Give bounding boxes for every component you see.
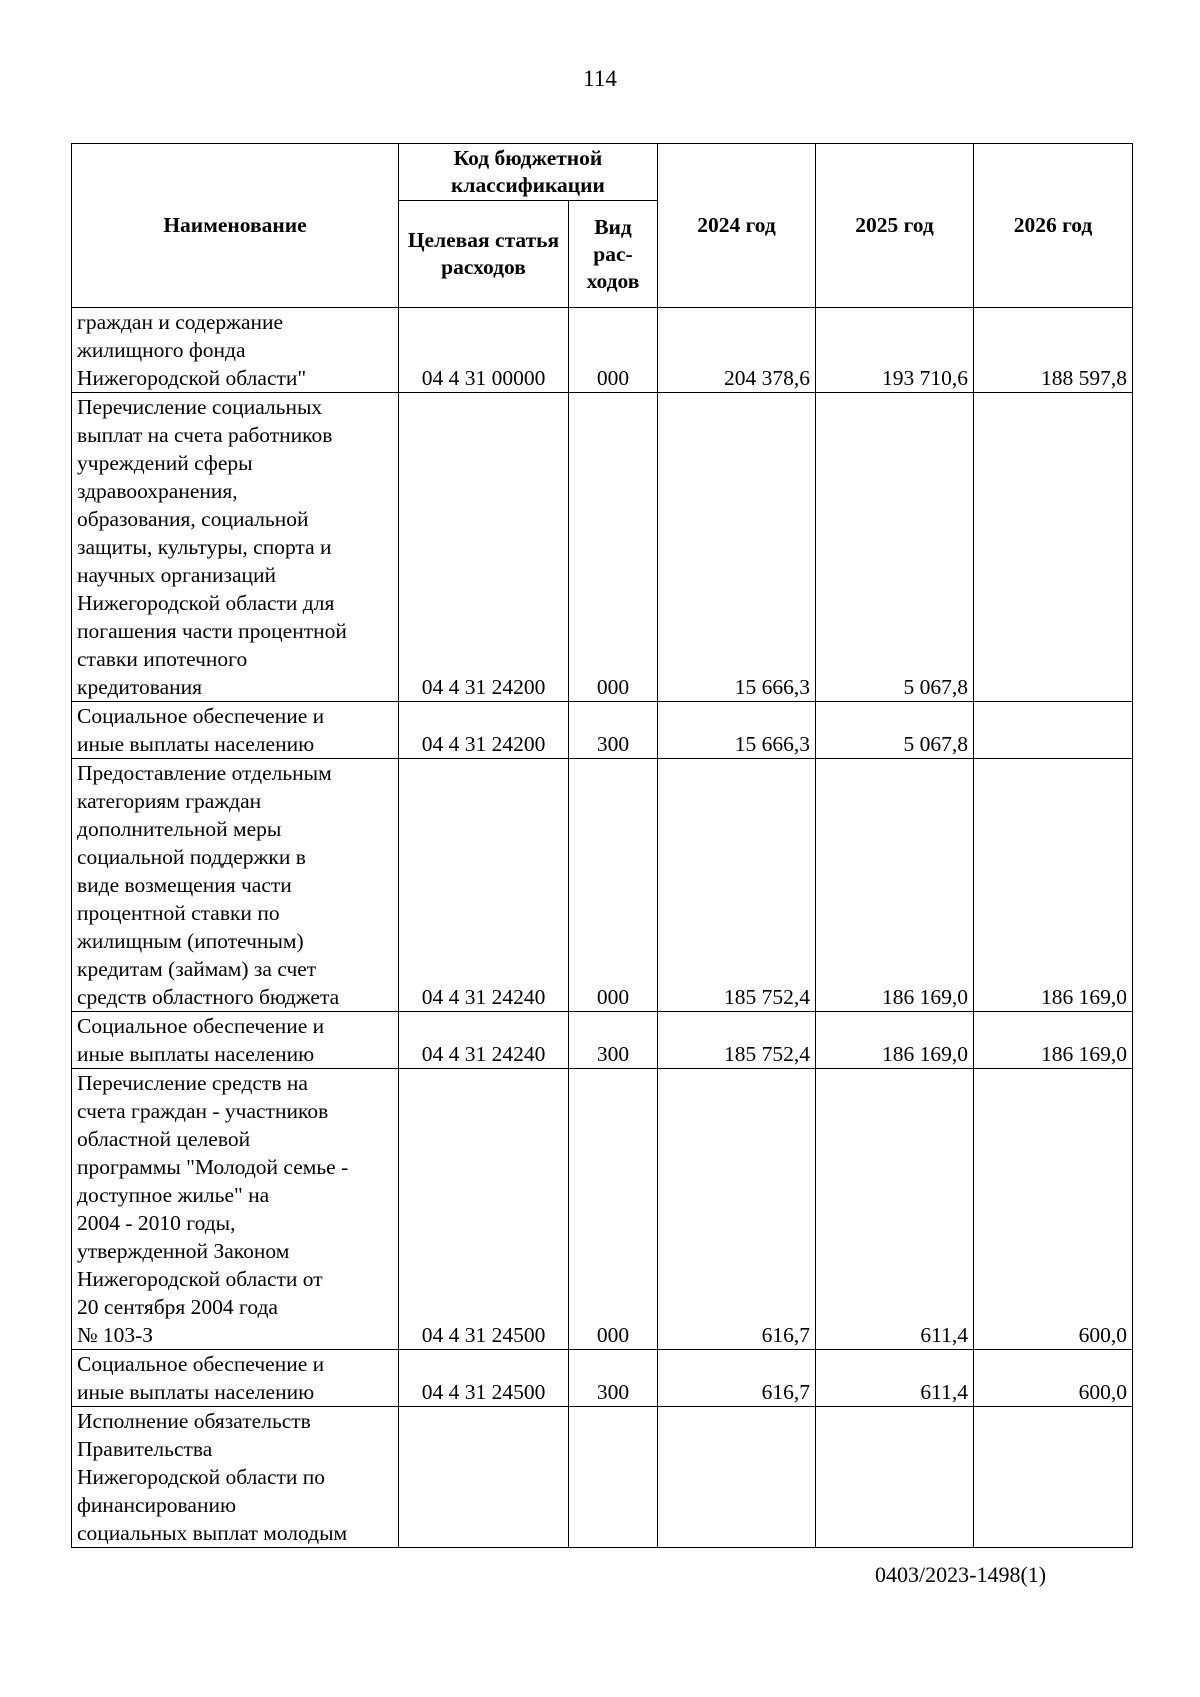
row-value-2024-cell: 204 378,6 — [658, 308, 816, 393]
row-value-2024-cell: 616,7 — [658, 1069, 816, 1350]
row-name-cell: Социальное обеспечение и иные выплаты населению — [72, 1350, 399, 1407]
row-value-2024-cell: 185 752,4 — [658, 1012, 816, 1069]
row-value-2026-cell: 600,0 — [974, 1069, 1133, 1350]
row-target-article-cell: 04 4 31 24240 — [399, 759, 569, 1012]
row-name-cell: Перечисление средств на счета граждан - участников областной целевой программы "Молодой семье - доступное жилье" на 2004 - 2010 годы, утвержденной Законом Нижегородской области от 20 сентября 2004 года № 103-З — [72, 1069, 399, 1350]
header-target-article: Целевая статья расходов — [399, 201, 569, 308]
table-row — [72, 1012, 1133, 1069]
row-value-2024-cell — [658, 1407, 816, 1548]
header-row-top — [72, 144, 1133, 201]
header-budget-code-group: Код бюджетной классификации — [399, 144, 658, 201]
row-target-article-cell: 04 4 31 00000 — [399, 308, 569, 393]
row-name-cell: граждан и содержание жилищного фонда Нижегородской области" — [72, 308, 399, 393]
row-expense-type-cell: 000 — [569, 759, 658, 1012]
row-value-2026-cell: 186 169,0 — [974, 759, 1133, 1012]
table-body — [72, 308, 1133, 1548]
row-name-cell: Социальное обеспечение и иные выплаты населению — [72, 702, 399, 759]
table-row — [72, 702, 1133, 759]
row-value-2026-cell — [974, 1407, 1133, 1548]
row-expense-type-cell — [569, 1407, 658, 1548]
table-row — [72, 308, 1133, 393]
row-value-2024-cell: 185 752,4 — [658, 759, 816, 1012]
row-value-2026-cell: 600,0 — [974, 1350, 1133, 1407]
row-expense-type-cell: 300 — [569, 1012, 658, 1069]
row-target-article-cell: 04 4 31 24200 — [399, 393, 569, 702]
row-expense-type-cell: 000 — [569, 308, 658, 393]
row-name-cell: Исполнение обязательств Правительства Нижегородской области по финансированию социальных выплат молодым — [72, 1407, 399, 1548]
row-expense-type-cell: 300 — [569, 1350, 658, 1407]
document-code: 0403/2023-1498(1) — [875, 1562, 1047, 1587]
header-year-2024: 2024 год — [658, 144, 816, 308]
row-target-article-cell — [399, 1407, 569, 1548]
header-name: Наименование — [72, 144, 399, 308]
row-value-2024-cell: 616,7 — [658, 1350, 816, 1407]
budget-table — [71, 143, 1133, 1548]
row-value-2024-cell: 15 666,3 — [658, 702, 816, 759]
row-value-2026-cell: 186 169,0 — [974, 1012, 1133, 1069]
row-value-2024-cell: 15 666,3 — [658, 393, 816, 702]
row-value-2026-cell — [974, 393, 1133, 702]
header-expense-type: Вид рас-ходов — [569, 201, 658, 308]
row-name-cell: Предоставление отдельным категориям граждан дополнительной меры социальной поддержки в виде возмещения части процентной ставки по жилищным (ипотечным) кредитам (займам) за счет средств областного бюджета — [72, 759, 399, 1012]
table-row — [72, 1069, 1133, 1350]
table-row — [72, 1407, 1133, 1548]
row-value-2025-cell: 5 067,8 — [816, 702, 974, 759]
row-value-2025-cell: 5 067,8 — [816, 393, 974, 702]
row-value-2026-cell — [974, 702, 1133, 759]
row-value-2025-cell: 611,4 — [816, 1069, 974, 1350]
row-value-2025-cell: 611,4 — [816, 1350, 974, 1407]
row-target-article-cell: 04 4 31 24200 — [399, 702, 569, 759]
page-number: 114 — [583, 66, 617, 91]
row-value-2025-cell: 186 169,0 — [816, 1012, 974, 1069]
row-target-article-cell: 04 4 31 24500 — [399, 1350, 569, 1407]
row-expense-type-cell: 000 — [569, 393, 658, 702]
table-row — [72, 393, 1133, 702]
row-expense-type-cell: 000 — [569, 1069, 658, 1350]
table-row — [72, 759, 1133, 1012]
row-expense-type-cell: 300 — [569, 702, 658, 759]
row-name-cell: Социальное обеспечение и иные выплаты населению — [72, 1012, 399, 1069]
header-year-2025: 2025 год — [816, 144, 974, 308]
table-row — [72, 1350, 1133, 1407]
row-value-2025-cell: 186 169,0 — [816, 759, 974, 1012]
row-value-2025-cell — [816, 1407, 974, 1548]
row-target-article-cell: 04 4 31 24500 — [399, 1069, 569, 1350]
row-name-cell: Перечисление социальных выплат на счета работников учреждений сферы здравоохранения, образования, социальной защиты, культуры, спорта и научных организаций Нижегородской области для погашения части процентной ставки ипотечного кредитования — [72, 393, 399, 702]
row-value-2025-cell: 193 710,6 — [816, 308, 974, 393]
row-value-2026-cell: 188 597,8 — [974, 308, 1133, 393]
row-target-article-cell: 04 4 31 24240 — [399, 1012, 569, 1069]
header-year-2026: 2026 год — [974, 144, 1133, 308]
